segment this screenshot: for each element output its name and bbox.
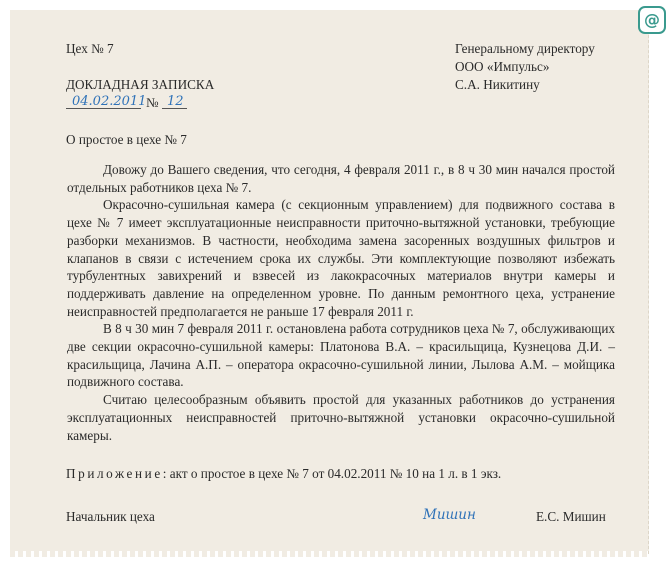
signatory-position: Начальник цеха <box>66 509 155 524</box>
at-sign-icon: @ <box>638 6 666 34</box>
addressee-line-1: Генеральному директору <box>455 41 595 56</box>
subject-line: О простое в цехе № 7 <box>66 132 187 147</box>
paragraph-3: В 8 ч 30 мин 7 февраля 2011 г. остановлена работа сотрудников цеха № 7, обслуживающих две секции окрасочно-сушильной камеры: Платонова В.А. – красильщица, Кузнецова Д.И. – красильщица, Лачина А.П. – оператора окрасочно-сушильной линии, Лылова А.М. – мойщика подвижного состава. <box>67 321 615 390</box>
paragraph-2: Окрасочно-сушильная камера (с секционным управлением) для подвижного состава в цехе № 7 имеет эксплуатационные неисправности приточно-вытяжной установки, требующие разборки механизмов. В частности, необходима замена засоренных воздушных фильтров и клапанов в связи с истечением срока их службы. Эти комплектующие позволяют избежать турбулентных завихрений и взвесей из лакокрасочных материалов внутри камеры и поддерживать давление на определенном уровне. По данным ремонтного цеха, устранение неисправностей предполагается не раньше 17 февраля 2011 г. <box>67 197 615 319</box>
document-number: 12 <box>167 94 184 109</box>
document-page <box>10 10 649 554</box>
workshop-label: Цех № 7 <box>66 41 114 56</box>
number-label: № <box>146 95 159 110</box>
paragraph-1: Довожу до Вашего сведения, что сегодня, 4 февраля 2011 г., в 8 ч 30 мин начался простой отдельных работников цеха № 7. <box>67 162 615 195</box>
handwritten-signature: Мишин <box>423 507 476 523</box>
attachment-label: Приложение <box>66 466 163 481</box>
addressee-line-2: ООО «Импульс» <box>455 59 550 74</box>
signatory-name: Е.С. Мишин <box>536 509 606 524</box>
document-date: 04.02.2011 <box>72 94 147 109</box>
attachment-text: : акт о простое в цехе № 7 от 04.02.2011 № 10 на 1 л. в 1 экз. <box>162 466 502 481</box>
document-title: ДОКЛАДНАЯ ЗАПИСКА <box>66 77 215 92</box>
paragraph-4: Считаю целесообразным объявить простой для указанных работников до устранения эксплуатационных неисправностей приточно-вытяжной установки окрасочно-сушильной камеры. <box>67 392 615 443</box>
body-text <box>67 161 615 444</box>
addressee-line-3: С.А. Никитину <box>455 77 540 92</box>
attachment-line <box>66 465 501 483</box>
